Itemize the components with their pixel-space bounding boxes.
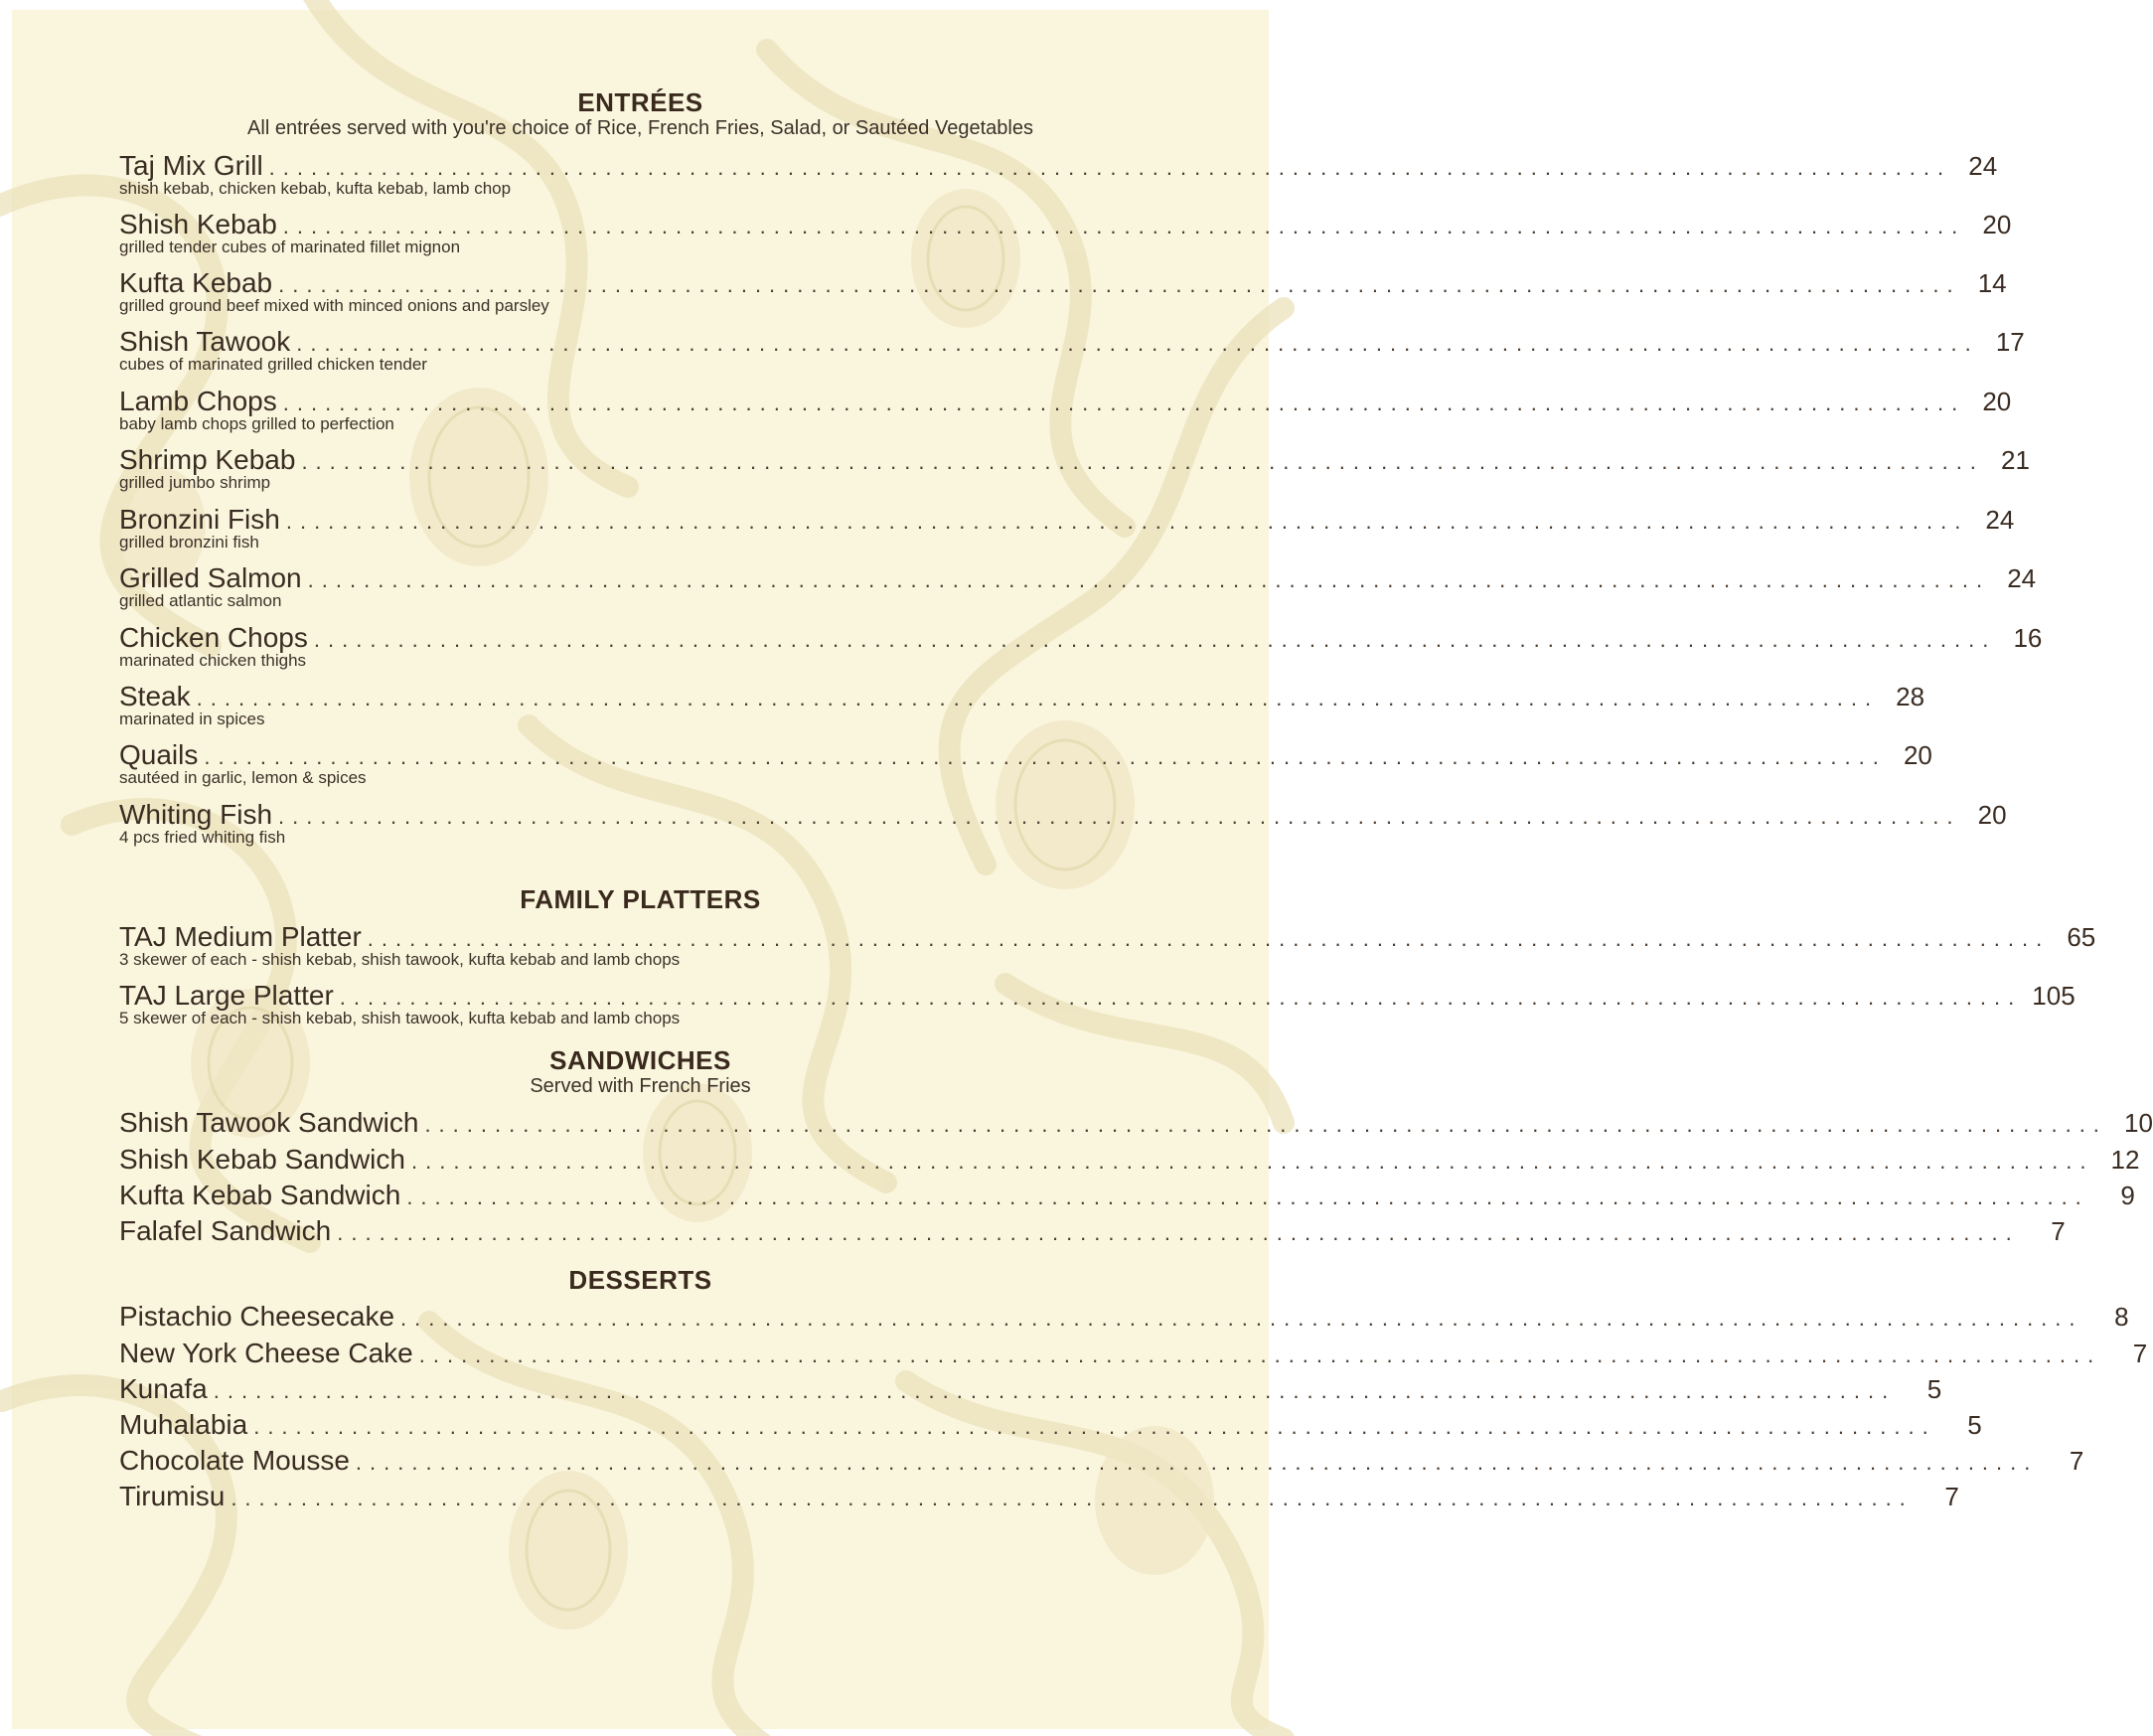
item-name: Bronzini Fish [119,504,280,535]
item-name: Lamb Chops [119,386,277,416]
menu-item [119,149,1998,199]
dot-leader: ........................................................................................................................ [213,1378,1897,1403]
item-name: Grilled Salmon [119,562,302,593]
item-description: shish kebab, chicken kebab, kufta kebab, lamb chop [119,179,512,198]
item-price: 7 [1944,1482,1959,1511]
item-price: 10 [2124,1108,2153,1138]
dot-leader: ........................................................................................................................ [301,449,1984,474]
family-platters-title: FAMILY PLATTERS [520,884,761,914]
item-description: 5 skewer of each - shish kebab, shish tawook, kufta kebab and lamb chops [119,1009,681,1027]
entrees-title: ENTRÉES [577,87,703,117]
item-price: 7 [2069,1446,2084,1476]
item-name: Taj Mix Grill [119,150,263,181]
menu-item [119,503,2015,552]
item-name: TAJ Large Platter [119,980,334,1011]
item-description: grilled tender cubes of marinated fillet mignon [119,237,461,256]
item-description: sautéed in garlic, lemon & spices [119,768,367,787]
entrees-note: All entrées served with you're choice of Rice, French Fries, Salad, or Sautéed Vegetables [247,117,1033,139]
dot-leader: ........................................................................................................................ [285,509,1969,534]
dot-leader: ........................................................................................................................ [278,804,1961,829]
item-price: 14 [1977,268,2007,298]
item-price: 28 [1896,682,1925,711]
dot-leader: ........................................................................................................................ [367,926,2051,951]
menu-item [119,385,2012,434]
item-name: Steak [119,681,191,711]
item-description: grilled ground beef mixed with minced onions and parsley [119,296,549,315]
item-name: Falafel Sandwich [119,1215,332,1246]
item-name: Shish Kebab [119,209,277,239]
item-name: New York Cheese Cake [119,1338,413,1368]
menu-item [119,1143,2140,1177]
dot-leader: ........................................................................................................................ [282,214,1966,238]
item-name: Kufta Kebab Sandwich [119,1180,401,1210]
item-price: 17 [1995,327,2025,357]
dot-leader: ........................................................................................................................ [406,1184,2089,1209]
item-name: Shish Tawook Sandwich [119,1107,419,1138]
item-price: 8 [2114,1302,2129,1332]
item-price: 24 [2007,563,2037,593]
menu-item [119,798,2007,848]
item-price: 5 [1926,1374,1942,1404]
item-description: marinated in spices [119,710,265,728]
item-price: 65 [2067,922,2096,952]
sandwiches-note: Served with French Fries [530,1075,751,1097]
item-name: Whiting Fish [119,799,273,830]
dot-leader: ........................................................................................................................ [313,627,1997,652]
menu-item [119,1337,2148,1370]
menu-item [119,1179,2135,1212]
desserts-title: DESSERTS [568,1265,712,1295]
menu-item [119,1408,1982,1442]
item-name: TAJ Medium Platter [119,921,362,952]
item-price: 5 [1967,1410,1982,1440]
dot-leader: ........................................................................................................................ [337,1220,2020,1245]
item-name: Tirumisu [119,1481,226,1511]
menu-page [12,10,2153,1729]
item-name: Shish Kebab Sandwich [119,1144,405,1175]
dot-leader: ........................................................................................................................ [196,686,1880,710]
dot-leader: ........................................................................................................................ [204,744,1887,769]
item-name: Shrimp Kebab [119,444,296,475]
menu-item [119,680,1925,729]
menu-item [119,1480,1959,1513]
dot-leader: ........................................................................................................................ [355,1450,2039,1475]
item-price: 20 [1903,740,1932,770]
item-description: marinated chicken thighs [119,651,307,670]
item-description: grilled bronzini fish [119,533,259,552]
item-description: grilled atlantic salmon [119,591,282,610]
dot-leader: ........................................................................................................................ [282,391,1966,415]
item-description: cubes of marinated grilled chicken tender [119,355,427,374]
item-name: Shish Tawook [119,326,291,357]
menu-item [119,208,2012,257]
dot-leader: ........................................................................................................................ [296,331,1979,356]
menu-item [119,1300,2129,1334]
dot-leader: ........................................................................................................................ [253,1414,1936,1439]
item-price: 7 [2051,1216,2066,1246]
item-description: 3 skewer of each - shish kebab, shish tawook, kufta kebab and lamb chops [119,950,681,969]
menu-item [119,979,2076,1028]
item-name: Chicken Chops [119,622,308,653]
menu-item [119,920,2096,970]
item-name: Chocolate Mousse [119,1445,350,1476]
dot-leader: ........................................................................................................................ [278,272,1961,297]
menu-item [119,1372,1942,1406]
dot-leader: ........................................................................................................................ [418,1342,2102,1367]
dot-leader: ........................................................................................................................ [307,567,1991,592]
item-price: 105 [2032,981,2076,1011]
item-name: Kunafa [119,1373,208,1404]
menu-item [119,738,1932,788]
item-name: Pistachio Cheesecake [119,1301,395,1332]
dot-leader: ........................................................................................................................ [410,1149,2094,1174]
menu-item [119,621,2043,671]
item-price: 24 [1968,151,1998,181]
menu-item [119,1106,2153,1140]
menu-item [119,1214,2066,1248]
item-name: Kufta Kebab [119,267,273,298]
item-price: 24 [1985,505,2015,535]
dot-leader: ........................................................................................................................ [339,985,2023,1010]
item-price: 9 [2120,1181,2135,1210]
menu-item [119,443,2030,493]
dot-leader: ........................................................................................................................ [424,1112,2107,1137]
item-price: 20 [1982,210,2012,239]
item-description: 4 pcs fried whiting fish [119,828,286,847]
item-name: Quails [119,739,199,770]
item-price: 16 [2013,623,2043,653]
menu-item [119,561,2037,611]
item-description: baby lamb chops grilled to perfection [119,414,394,433]
menu-content [12,10,2153,1729]
dot-leader: ........................................................................................................................ [400,1306,2083,1331]
dot-leader: ........................................................................................................................ [268,155,1952,180]
item-name: Muhalabia [119,1409,248,1440]
item-price: 7 [2132,1339,2148,1368]
item-price: 20 [1977,800,2007,830]
item-price: 12 [2110,1145,2140,1175]
item-description: grilled jumbo shrimp [119,473,271,492]
menu-item [119,1444,2084,1478]
menu-item [119,325,2025,375]
item-price: 20 [1982,387,2012,416]
dot-leader: ........................................................................................................................ [231,1486,1914,1510]
item-price: 21 [2001,445,2030,475]
sandwiches-title: SANDWICHES [549,1045,731,1075]
menu-item [119,266,2007,316]
